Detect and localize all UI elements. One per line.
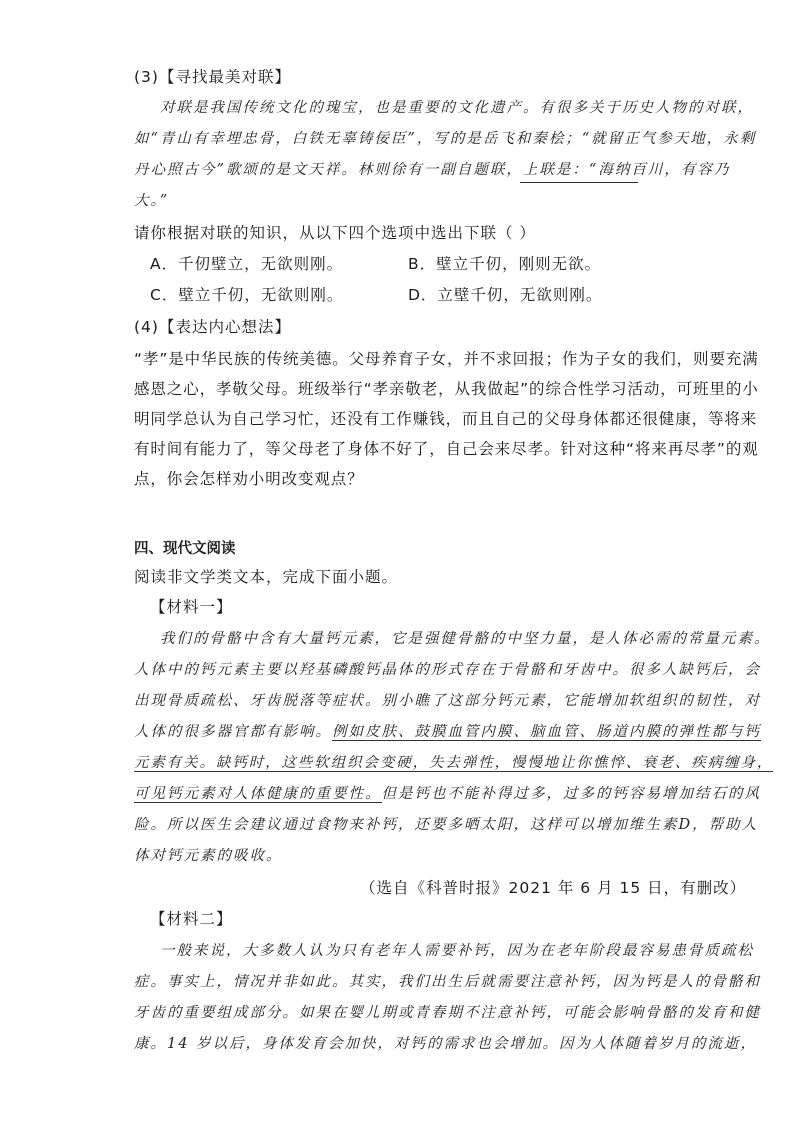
q4-paragraph-line: 明同学总认为自己学习忙，还没有工作赚钱，而且自己的父母身体都还很健康，等将来 [134,410,758,428]
m1-line: 出现骨质疏松、牙齿脱落等症状。别小瞧了这部分钙元素，它能增加软组织的韧性，对 [134,693,761,709]
q4-paragraph-line: 有时间有能力了，等父母老了身体不好了，自己会来尽孝。针对这种“将来再尽孝”的观 [134,440,759,458]
underlined-sentence: 例如皮肤、鼓膜血管内膜、脑血管、肠道内膜的弹性都与钙 [332,724,761,740]
q3-paragraph-line: 如“青山有幸埋忠骨，白铁无辜铸佞臣”，写的是岳飞和秦桧；“就留正气参天地，永剩 [134,131,757,147]
underlined-sentence: 可见钙元素对人体健康的重要性。 [134,786,382,802]
m2-line: 康。14 岁以后，身体发育会加快，对钙的需求也会增加。因为人体随着岁月的流逝， [134,1036,758,1052]
q3-prompt: 请你根据对联的知识，从以下四个选项中选出下联（ ） [134,224,536,242]
q4-paragraph-line: 感恩之心，孝敬父母。班级举行“孝亲敬老，从我做起”的综合性学习活动，可班里的小 [134,380,759,398]
m1-line-underlined [134,752,773,774]
m1-line-mixed [134,783,761,805]
q3-paragraph-line: 对联是我国传统文化的瑰宝，也是重要的文化遗产。有很多关于历史人物的对联， [160,100,754,116]
m1-line: 人体中的钙元素主要以羟基磷酸钙晶体的形式存在于骨骼和牙齿中。很多人缺钙后，会 [134,662,761,678]
m1-plain-text: 但是钙也不能补得过多，过多的钙容易增加结石的风 [381,786,761,802]
section-intro: 阅读非文学类文本，完成下面小题。 [134,568,399,586]
m2-line: 一般来说，大多数人认为只有老年人需要补钙，因为在老年阶段最容易患骨质疏松 [160,943,754,959]
m1-source: （选自《科普时报》2021 年 6 月 15 日，有删改） [360,879,747,897]
q4-paragraph-line: “孝”是中华民族的传统美德。父母养育子女，并不求回报；作为子女的我们，则要充满 [134,350,759,368]
m1-line: 险。所以医生会建议通过食物来补钙，还要多晒太阳，这样可以增加维生素D，帮助人 [134,817,759,833]
m2-line: 症。事实上，情况并非如此。其实，我们出生后就需要注意补钙，因为钙是人的骨骼和 [134,974,761,990]
underlined-sentence: 元素有关。缺钙时，这些软组织会变硬，失去弹性，慢慢地让你憔悴、衰老、疾病缠身， [134,755,774,771]
q3-heading: (3)【寻找最美对联】 [134,68,291,86]
m2-line: 牙齿的重要组成部分。如果在婴儿期或青春期不注意补钙，可能会影响骨骼的发育和健 [134,1005,761,1021]
q3-paragraph-line: 丹心照古今”歌颂的是文天祥。林则徐有一副自题联，上联是：“海纳百川，有容乃 [134,162,731,178]
section-title: 四、现代文阅读 [134,541,236,557]
m1-plain-text: 人体的很多器官都有影响。 [134,724,332,740]
m1-line: 体对钙元素的吸收。 [134,848,283,864]
option-a: A．千仞壁立，无欲则刚。 [150,255,344,273]
option-b: B．壁立千仞，刚则无欲。 [408,255,602,273]
q4-heading: (4)【表达内心想法】 [134,318,291,336]
option-d: D．立壁千仞，无欲则刚。 [408,286,603,304]
blank-underline [520,182,638,183]
q3-paragraph-line: 大。” [134,193,170,209]
option-c: C．壁立千仞，无欲则刚。 [150,286,344,304]
q4-paragraph-line: 点，你会怎样劝小明改变观点？ [134,470,364,488]
material-one-label: 【材料一】 [150,598,233,616]
material-two-label: 【材料二】 [150,910,233,928]
m1-line-mixed [134,721,761,743]
m1-line: 我们的骨骼中含有大量钙元素，它是强健骨骼的中坚力量，是人体必需的常量元素。 [160,631,771,647]
